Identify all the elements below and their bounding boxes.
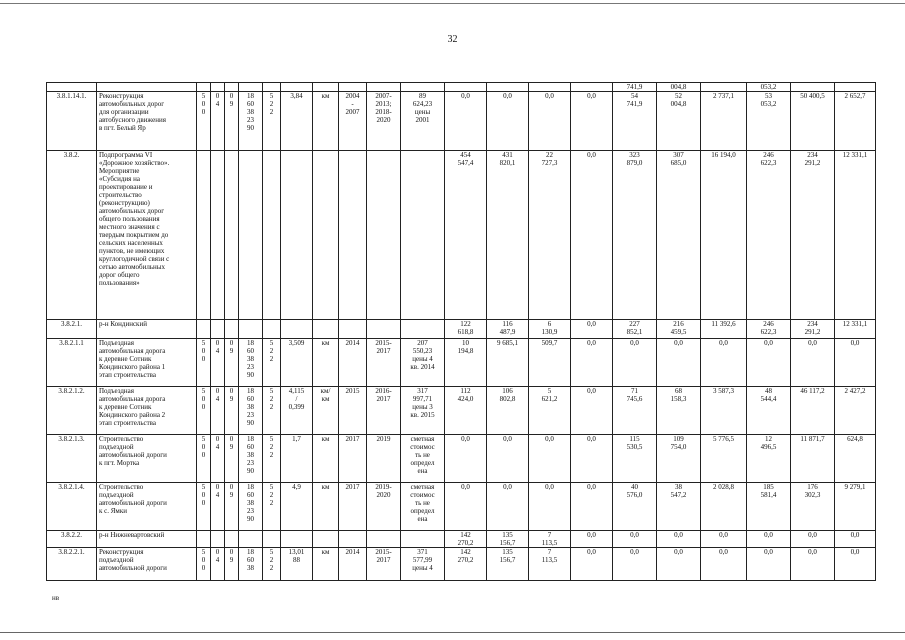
table-cell: 16 194,0 xyxy=(701,151,747,320)
table-cell: 0,0 xyxy=(571,435,613,483)
table-cell: 0,0 xyxy=(613,548,657,581)
table-cell: 9 279,1 xyxy=(835,483,876,531)
table-cell: 2 028,8 xyxy=(701,483,747,531)
table-cell: 0,0 xyxy=(487,92,529,151)
table-cell: 5 2 2 xyxy=(263,387,281,435)
table-cell: 0,0 xyxy=(835,339,876,387)
table-cell: 2015- 2017 xyxy=(367,548,401,581)
table-cell: 2019 xyxy=(367,435,401,483)
table-cell: 13,01 88 xyxy=(281,548,313,581)
table-cell: 0,0 xyxy=(571,483,613,531)
table-cell xyxy=(571,83,613,92)
table-cell: 5 621,2 xyxy=(529,387,571,435)
table-cell xyxy=(281,320,313,339)
table-cell xyxy=(529,83,571,92)
table-cell: 12 496,5 xyxy=(747,435,791,483)
table-cell: км xyxy=(313,339,339,387)
table-cell: 9 685,1 xyxy=(487,339,529,387)
table-cell: 2 652,7 xyxy=(835,92,876,151)
table-cell xyxy=(263,151,281,320)
row-name-cell: Подъездная автомобильная дорога к деревне Сотник Кондинского района 2 этап строительства xyxy=(97,387,197,435)
table-cell: 115 530,5 xyxy=(613,435,657,483)
table-cell: 004,8 xyxy=(657,83,701,92)
table-cell: км xyxy=(313,548,339,581)
table-cell: 5 0 0 xyxy=(197,548,211,581)
table-cell: 38 547,2 xyxy=(657,483,701,531)
table-cell: 6 130,9 xyxy=(529,320,571,339)
table-cell: 234 291,2 xyxy=(791,151,835,320)
table-cell: 18 60 38 23 90 xyxy=(239,435,263,483)
table-cell xyxy=(313,151,339,320)
row-code-cell: 3.8.2.1. xyxy=(47,320,97,339)
table-cell xyxy=(339,320,367,339)
table-cell xyxy=(225,320,239,339)
table-cell: 22 727,3 xyxy=(529,151,571,320)
row-code-cell: 3.8.2.2. xyxy=(47,531,97,548)
table-cell: 142 270,2 xyxy=(445,531,487,548)
table-cell: 185 581,4 xyxy=(747,483,791,531)
table-cell: 46 117,2 xyxy=(791,387,835,435)
table-cell: 0,0 xyxy=(571,151,613,320)
row-name-cell: Строительство подъездной автомобильной дороги к пгт. Мортка xyxy=(97,435,197,483)
table-cell: 454 547,4 xyxy=(445,151,487,320)
table-cell: 246 622,3 xyxy=(747,320,791,339)
table-cell: 5 2 2 xyxy=(263,435,281,483)
table-cell: 0,0 xyxy=(445,435,487,483)
row-name-cell: Строительство подъездной автомобильной дороги к с. Ямки xyxy=(97,483,197,531)
table-cell: 0 9 xyxy=(225,483,239,531)
table-cell: 5 2 2 xyxy=(263,339,281,387)
table-cell xyxy=(835,83,876,92)
row-code-cell: 3.8.2.2.1. xyxy=(47,548,97,581)
table-cell: км/ км xyxy=(313,387,339,435)
table-cell xyxy=(211,83,225,92)
table-cell xyxy=(313,320,339,339)
table-cell: 40 576,0 xyxy=(613,483,657,531)
row-code-cell: 3.8.2.1.4. xyxy=(47,483,97,531)
row-name-cell: Реконструкция подъездной автомобильной дороги xyxy=(97,548,197,581)
table-cell: 0 4 xyxy=(211,387,225,435)
table-cell: 142 270,2 xyxy=(445,548,487,581)
table-cell: 509,7 xyxy=(529,339,571,387)
table-cell: сметная стоимос ть не определ ена xyxy=(401,483,445,531)
table-cell: 0 4 xyxy=(211,339,225,387)
row-code-cell xyxy=(47,83,97,92)
table-cell: 5 0 0 xyxy=(197,435,211,483)
table-cell: 0,0 xyxy=(571,92,613,151)
table-cell: 0,0 xyxy=(571,387,613,435)
table-cell: 4,115 / 0,399 xyxy=(281,387,313,435)
table-cell: 5 0 0 xyxy=(197,387,211,435)
table-cell xyxy=(197,531,211,548)
table-cell: 307 685,0 xyxy=(657,151,701,320)
table-cell: 0,0 xyxy=(613,339,657,387)
table-cell xyxy=(367,531,401,548)
table-cell xyxy=(281,151,313,320)
table-cell: 2014 xyxy=(339,339,367,387)
table-cell: 0 4 xyxy=(211,483,225,531)
table-cell: 0,0 xyxy=(747,531,791,548)
table-cell: 4,9 xyxy=(281,483,313,531)
footer-mark: нв xyxy=(52,594,60,602)
table-cell: 3,84 xyxy=(281,92,313,151)
table-row xyxy=(47,320,876,339)
table-cell: 12 331,1 xyxy=(835,320,876,339)
table-cell: 0 9 xyxy=(225,92,239,151)
table-cell: 2 427,2 xyxy=(835,387,876,435)
row-code-cell: 3.8.1.14.1. xyxy=(47,92,97,151)
table-cell: 109 754,0 xyxy=(657,435,701,483)
table-row xyxy=(47,531,876,548)
table-cell: 0 4 xyxy=(211,92,225,151)
table-cell: 11 871,7 xyxy=(791,435,835,483)
table-cell: 50 400,5 xyxy=(791,92,835,151)
table-cell xyxy=(313,83,339,92)
row-code-cell: 3.8.2. xyxy=(47,151,97,320)
table-cell xyxy=(263,83,281,92)
table-cell xyxy=(339,531,367,548)
table-cell: 18 60 38 23 90 xyxy=(239,483,263,531)
table-cell: сметная стоимос ть не определ ена xyxy=(401,435,445,483)
table-cell: 2007- 2013; 2018- 2020 xyxy=(367,92,401,151)
table-cell: 0,0 xyxy=(747,339,791,387)
table-cell: 0,0 xyxy=(571,531,613,548)
table-row xyxy=(47,339,876,387)
table-cell: км xyxy=(313,435,339,483)
table-row xyxy=(47,92,876,151)
table-row xyxy=(47,548,876,581)
table-cell: 0,0 xyxy=(529,435,571,483)
table-cell: 5 776,5 xyxy=(701,435,747,483)
table-cell: 234 291,2 xyxy=(791,320,835,339)
table-cell: 0,0 xyxy=(657,339,701,387)
table-cell: 0,0 xyxy=(657,548,701,581)
row-name-cell: Подпрограмма VI «Дорожное хозяйство». Мероприятие «Субсидия на проектирование и строительство (реконструкцию) автомобильных дорог общего пользования местного значения с твердым покрытием до сельских населенных пунктов, не имеющих круглогодичной связи с сетью автомобильных дорог общего пользования» xyxy=(97,151,197,320)
table-cell xyxy=(225,83,239,92)
table-cell: 3,509 xyxy=(281,339,313,387)
page-number: 32 xyxy=(447,34,458,45)
table-cell: 0,0 xyxy=(835,531,876,548)
row-name-cell: р-н Нижневартовский xyxy=(97,531,197,548)
table-cell: 112 424,0 xyxy=(445,387,487,435)
table-cell xyxy=(239,151,263,320)
table-cell: 11 392,6 xyxy=(701,320,747,339)
table-cell: 216 459,5 xyxy=(657,320,701,339)
table-cell: 0 9 xyxy=(225,339,239,387)
table-cell: 5 0 0 xyxy=(197,483,211,531)
table-cell: 5 2 2 xyxy=(263,92,281,151)
table-cell: 2016- 2017 xyxy=(367,387,401,435)
table-cell: 741,9 xyxy=(613,83,657,92)
table-cell: 053,2 xyxy=(747,83,791,92)
table-cell: 135 156,7 xyxy=(487,548,529,581)
table-row xyxy=(47,151,876,320)
table-cell: 227 852,1 xyxy=(613,320,657,339)
table-cell: 0,0 xyxy=(747,548,791,581)
table-cell xyxy=(339,83,367,92)
row-name-cell: Подъездная автомобильная дорога к деревне Сотник Кондинского района 1 этап строительства xyxy=(97,339,197,387)
table-cell: 246 622,3 xyxy=(747,151,791,320)
table-cell: 48 544,4 xyxy=(747,387,791,435)
table-cell: 2019- 2020 xyxy=(367,483,401,531)
table-cell: 5 0 0 xyxy=(197,339,211,387)
table-cell: 122 618,8 xyxy=(445,320,487,339)
table-cell: 2004 - 2007 xyxy=(339,92,367,151)
row-name-cell: р-н Кондинский xyxy=(97,320,197,339)
table-cell: 0,0 xyxy=(791,531,835,548)
table-cell: 7 113,5 xyxy=(529,531,571,548)
table-cell: км xyxy=(313,92,339,151)
table-cell: 0 9 xyxy=(225,435,239,483)
table-cell: 12 331,1 xyxy=(835,151,876,320)
table-cell: 207 550,23 цены 4 кв. 2014 xyxy=(401,339,445,387)
table-cell xyxy=(281,531,313,548)
table-cell: 176 302,3 xyxy=(791,483,835,531)
table-cell xyxy=(197,83,211,92)
table-cell: 2017 xyxy=(339,483,367,531)
table-cell xyxy=(197,320,211,339)
table-cell xyxy=(225,531,239,548)
table-cell: 0,0 xyxy=(657,531,701,548)
table-cell xyxy=(401,320,445,339)
table-cell: 2015- 2017 xyxy=(367,339,401,387)
table-cell xyxy=(367,151,401,320)
table-cell xyxy=(211,320,225,339)
table-cell xyxy=(701,83,747,92)
table-cell: 0,0 xyxy=(487,435,529,483)
table-cell xyxy=(367,320,401,339)
table-row xyxy=(47,83,876,92)
table-cell: 0,0 xyxy=(571,339,613,387)
table-cell: 2014 xyxy=(339,548,367,581)
table-cell xyxy=(367,83,401,92)
table-cell: 0,0 xyxy=(445,92,487,151)
table-body xyxy=(47,83,876,581)
table-cell: 0,0 xyxy=(701,548,747,581)
table-cell xyxy=(239,320,263,339)
table-cell: 0,0 xyxy=(445,483,487,531)
table-cell: 323 879,0 xyxy=(613,151,657,320)
table-cell: 10 194,8 xyxy=(445,339,487,387)
table-cell: 0,0 xyxy=(701,531,747,548)
table-cell: 106 802,8 xyxy=(487,387,529,435)
row-code-cell: 3.8.2.1.3. xyxy=(47,435,97,483)
table-row xyxy=(47,483,876,531)
table-cell xyxy=(225,151,239,320)
table-cell: 135 156,7 xyxy=(487,531,529,548)
table-cell xyxy=(239,531,263,548)
table-row xyxy=(47,435,876,483)
program-table xyxy=(46,82,876,581)
table-cell: 371 577,99 цены 4 xyxy=(401,548,445,581)
table-cell: 0 4 xyxy=(211,435,225,483)
table-cell: 0,0 xyxy=(487,483,529,531)
table-row xyxy=(47,387,876,435)
table-cell: 624,8 xyxy=(835,435,876,483)
table-cell: 2 737,1 xyxy=(701,92,747,151)
table-cell: 68 158,3 xyxy=(657,387,701,435)
table-cell xyxy=(401,151,445,320)
table-cell: 116 487,9 xyxy=(487,320,529,339)
table-cell: 0,0 xyxy=(791,339,835,387)
table-cell xyxy=(211,151,225,320)
row-code-cell: 3.8.2.1.1 xyxy=(47,339,97,387)
table-cell: 7 113,5 xyxy=(529,548,571,581)
table-cell xyxy=(401,83,445,92)
scan-edge-bottom xyxy=(0,632,905,633)
table-cell: 54 741,9 xyxy=(613,92,657,151)
table-cell: 18 60 38 23 90 xyxy=(239,387,263,435)
table-cell: 0 4 xyxy=(211,548,225,581)
table-cell: 0,0 xyxy=(571,548,613,581)
table-cell: 53 053,2 xyxy=(747,92,791,151)
table-cell xyxy=(791,83,835,92)
table-cell: 2017 xyxy=(339,435,367,483)
table-cell: 0,0 xyxy=(571,320,613,339)
table-cell xyxy=(239,83,263,92)
table-cell xyxy=(487,83,529,92)
table-cell: 3 587,3 xyxy=(701,387,747,435)
table-cell xyxy=(263,531,281,548)
table-cell xyxy=(197,151,211,320)
row-name-cell: Реконструкция автомобильных дорог для организации автобусного движения в пгт. Белый Яр xyxy=(97,92,197,151)
row-name-cell xyxy=(97,83,197,92)
table-cell: 52 004,8 xyxy=(657,92,701,151)
table-cell: 89 624,23 цены 2001 xyxy=(401,92,445,151)
table-cell: 0,0 xyxy=(529,483,571,531)
table-cell: 0,0 xyxy=(791,548,835,581)
table-cell: 5 2 2 xyxy=(263,548,281,581)
table-cell: 0 9 xyxy=(225,548,239,581)
table-cell xyxy=(445,83,487,92)
table-cell: 5 0 0 xyxy=(197,92,211,151)
table-cell xyxy=(263,320,281,339)
table-cell: 0,0 xyxy=(529,92,571,151)
table-cell: 431 820,1 xyxy=(487,151,529,320)
table-cell: 18 60 38 23 90 xyxy=(239,339,263,387)
table-cell: 0,0 xyxy=(835,548,876,581)
table-cell xyxy=(313,531,339,548)
table-cell xyxy=(211,531,225,548)
table-cell: 0,0 xyxy=(701,339,747,387)
row-code-cell: 3.8.2.1.2. xyxy=(47,387,97,435)
table-cell: 5 2 2 xyxy=(263,483,281,531)
table-cell: км xyxy=(313,483,339,531)
table-cell: 2015 xyxy=(339,387,367,435)
table-cell xyxy=(339,151,367,320)
scan-edge-top xyxy=(0,3,905,4)
table-cell: 0 9 xyxy=(225,387,239,435)
table-cell: 0,0 xyxy=(613,531,657,548)
table-cell xyxy=(401,531,445,548)
table-cell: 317 997,71 цены 3 кв. 2015 xyxy=(401,387,445,435)
table-cell xyxy=(281,83,313,92)
table-cell: 71 745,6 xyxy=(613,387,657,435)
table-cell: 1,7 xyxy=(281,435,313,483)
table-cell: 18 60 38 23 90 xyxy=(239,92,263,151)
table-cell: 18 60 38 xyxy=(239,548,263,581)
